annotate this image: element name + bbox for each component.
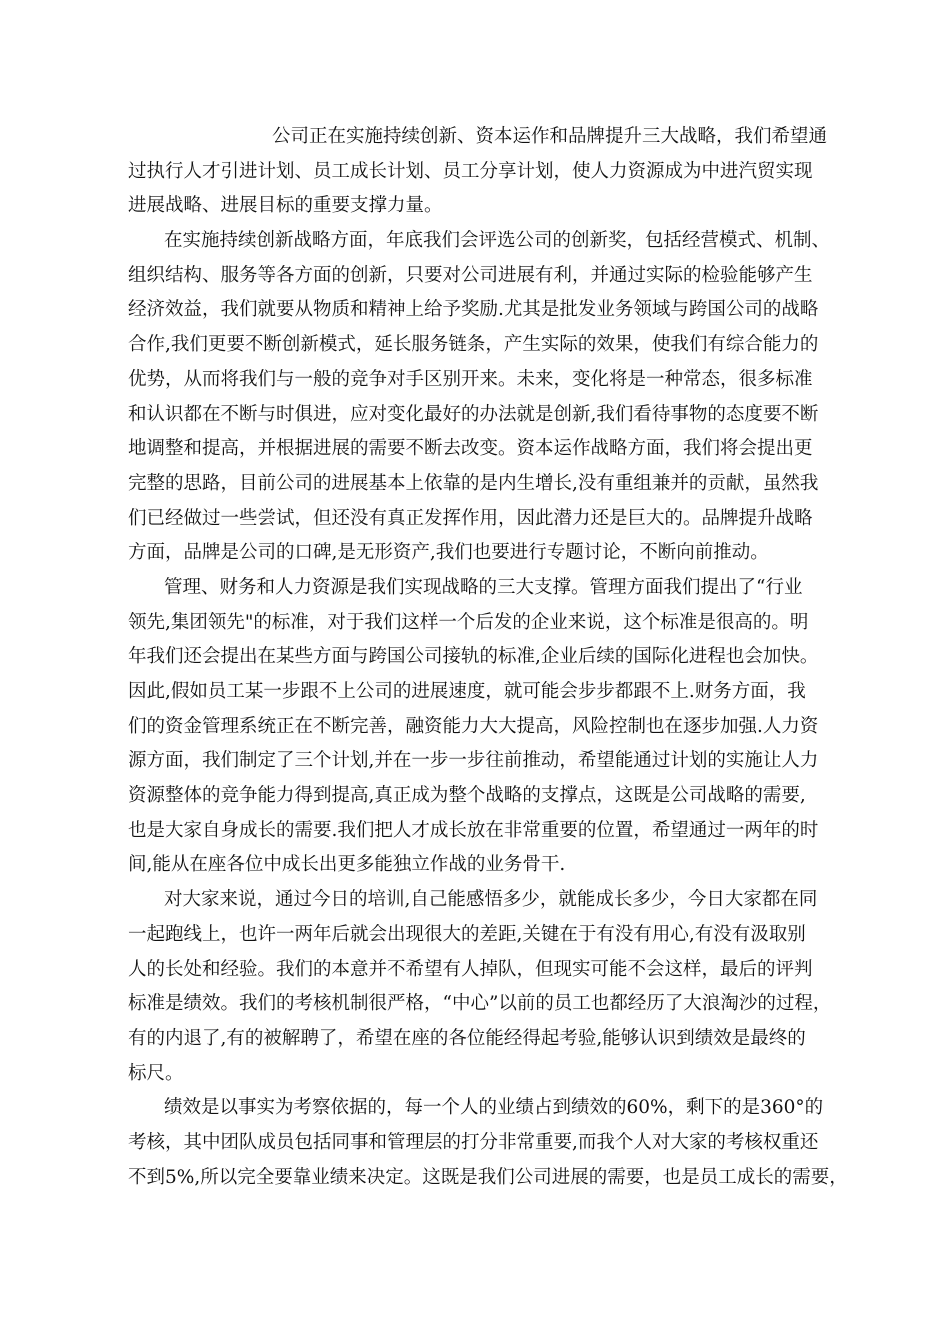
paragraph-3-line-4: 因此,假如员工某一步跟不上公司的进展速度，就可能会步步都跟不上.财务方面，我 (128, 681, 806, 702)
paragraph-3-line-6: 源方面，我们制定了三个计划,并在一步一步往前推动，希望能通过计划的实施让人力 (128, 750, 819, 772)
paragraph-1-line-3: 进展战略、进展目标的重要支撑力量。 (128, 195, 443, 217)
paragraph-2-line-6: 和认识都在不断与时俱进，应对变化最好的办法就是创新,我们看待事物的态度要不断 (128, 403, 819, 425)
paragraph-5-line-3: 不到5%,所以完全要靠业绩来决定。这既是我们公司进展的需要，也是员工成长的需要， (128, 1166, 848, 1188)
paragraph-2-line-8: 完整的思路，目前公司的进展基本上依靠的是内生增长,没有重组兼并的贡献，虽然我 (128, 472, 819, 494)
paragraph-2-line-3: 经济效益，我们就要从物质和精神上给予奖励.尤其是批发业务领域与跨国公司的战略 (128, 299, 819, 321)
paragraph-2-line-4: 合作,我们更要不断创新模式，延长服务链条，产生实际的效果，使我们有综合能力的 (128, 334, 819, 356)
paragraph-3-line-9: 间,能从在座各位中成长出更多能独立作战的业务骨干. (128, 854, 566, 876)
paragraph-1-line-1: 公司正在实施持续创新、资本运作和品牌提升三大战略，我们希望通 (272, 126, 828, 147)
paragraph-3-line-8: 也是大家自身成长的需要.我们把人才成长放在非常重要的位置，希望通过一两年的时 (128, 819, 819, 841)
paragraph-2-line-7: 地调整和提高，并根据进展的需要不断去改变。资本运作战略方面，我们将会提出更 (128, 438, 813, 460)
paragraph-4-line-3: 人的长处和经验。我们的本意并不希望有人掉队，但现实可能不会这样，最后的评判 (128, 958, 813, 980)
paragraph-1-line-2: 过执行人才引进计划、员工成长计划、员工分享计划，使人力资源成为中进汽贸实现 (128, 160, 813, 182)
paragraph-4-line-2: 一起跑线上，也许一两年后就会出现很大的差距,关键在于有没有用心,有没有汲取别 (128, 923, 806, 945)
paragraph-3-line-7: 资源整体的竞争能力得到提高,真正成为整个战略的支撑点，这既是公司战略的需要, (128, 785, 806, 807)
paragraph-2-line-9: 们已经做过一些尝试，但还没有真正发挥作用，因此潜力还是巨大的。品牌提升战略 (128, 507, 813, 529)
paragraph-4-line-5: 有的内退了,有的被解聘了，希望在座的各位能经得起考验,能够认识到绩效是最终的 (128, 1027, 806, 1049)
paragraph-2-line-5: 优势，从而将我们与一般的竞争对手区别开来。未来，变化将是一种常态，很多标准 (128, 368, 813, 390)
paragraph-4-line-1: 对大家来说，通过今日的培训,自己能感悟多少，就能成长多少，今日大家都在同 (164, 889, 818, 911)
paragraph-3-line-3: 年我们还会提出在某些方面与跨国公司接轨的标准,企业后续的国际化进程也会加快。 (128, 646, 819, 668)
paragraph-2-line-2: 组织结构、服务等各方面的创新，只要对公司进展有利，并通过实际的检验能够产生 (128, 264, 813, 286)
paragraph-4-line-6: 标尺。 (128, 1062, 184, 1084)
paragraph-3-line-1: 管理、财务和人力资源是我们实现战略的三大支撑。管理方面我们提出了“行业 (164, 576, 803, 598)
paragraph-2-line-10: 方面，品牌是公司的口碑,是无形资产,我们也要进行专题讨论，不断向前推动。 (128, 542, 769, 564)
paragraph-4-line-4: 标准是绩效。我们的考核机制很严格，“中心”以前的员工也都经历了大浪淘沙的过程， (128, 993, 832, 1015)
document-body (128, 120, 858, 1195)
paragraph-2-line-1: 在实施持续创新战略方面，年底我们会评选公司的创新奖，包括经营模式、机制、 (164, 230, 831, 252)
paragraph-5-line-2: 考核，其中团队成员包括同事和管理层的打分非常重要,而我个人对大家的考核权重还 (128, 1131, 819, 1153)
paragraph-3-line-2: 领先,集团领先"的标准，对于我们这样一个后发的企业来说，这个标准是很高的。明 (128, 611, 809, 633)
paragraph-3-line-5: 们的资金管理系统正在不断完善，融资能力大大提高，风险控制也在逐步加强.人力资 (128, 715, 819, 737)
paragraph-5-line-1: 绩效是以事实为考察依据的，每一个人的业绩占到绩效的60%，剩下的是360°的 (164, 1097, 824, 1119)
